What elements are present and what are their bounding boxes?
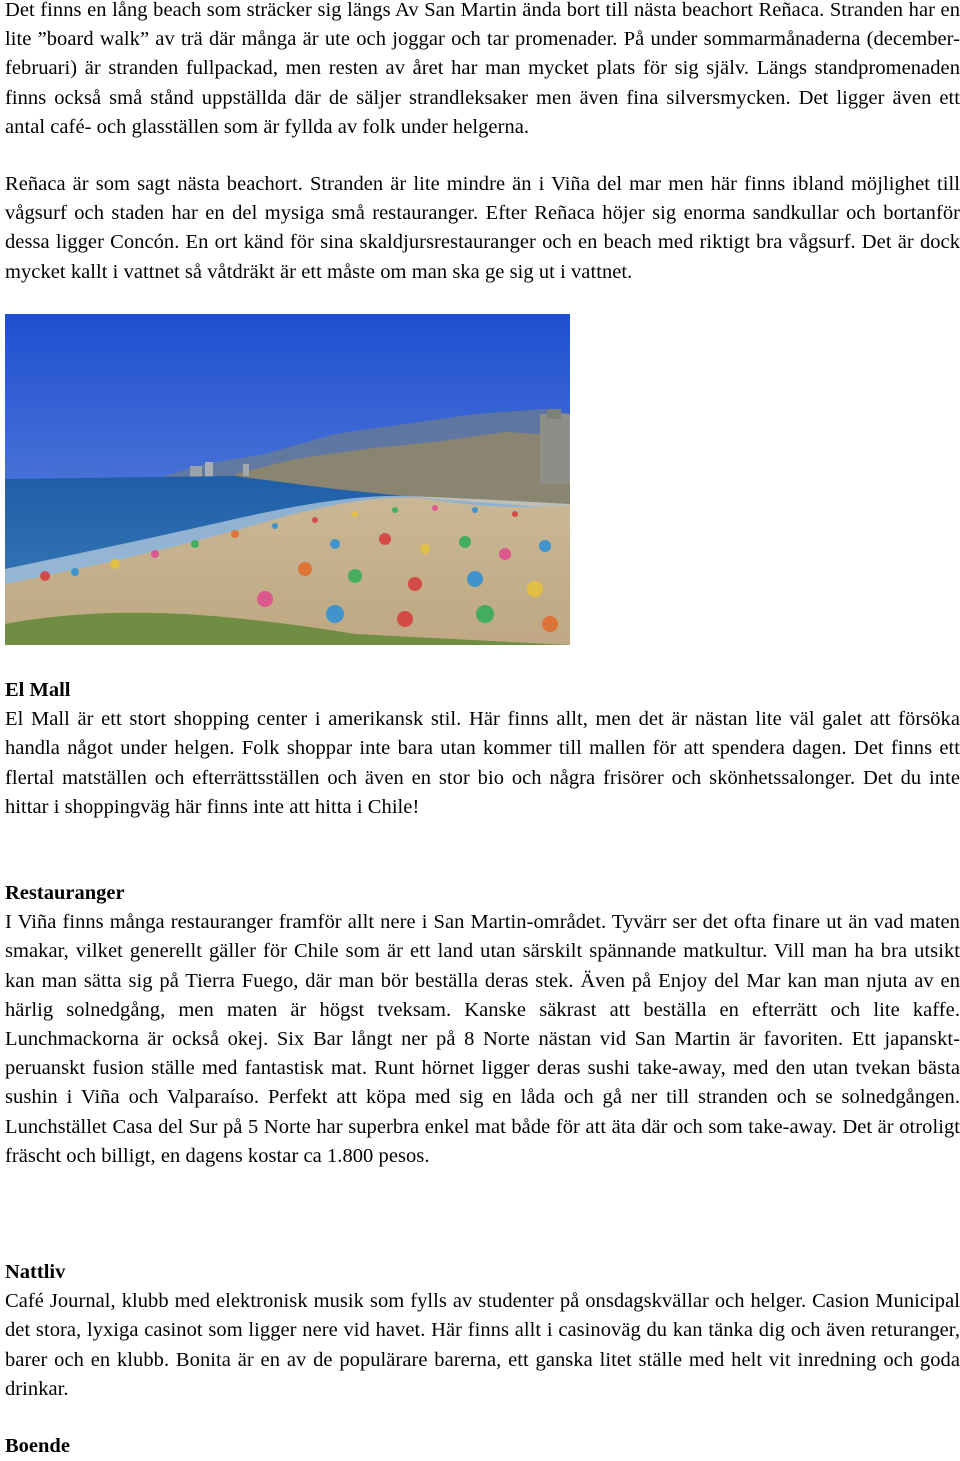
intro-paragraph-1 [5, 0, 960, 142]
section-body-restauranger: I Viña finns många restauranger framför allt nere i San Martin-området. Tyvärr ser det ofta finare ut än vad maten smakar, vilket generellt gäller för Chile som är ett land utan särskilt spännande matkultur. Vill man ha bra utsikt kan man sätta sig på Tierra Fuego, där man bör beställa deras stek. Även på Enjoy del Mar kan man njuta av en härlig solnedgång, men maten är högst tveksam. Kanske säkrast att beställa en efterrätt och lite kaffe. Lunchmackorna är också okej. Six Bar långt ner på 8 Norte nästan vid San Martin är favoriten. Ett japanskt-peruanskt fusion ställe med fantastisk mat. Runt hörnet ligger deras sushi take-away, med den utan tvekan bästa sushin i Viña och Valparaíso. Perfekt att köpa med sig en låda och gå ner till stranden och se solnedgången. Lunchstället Casa del Sur på 5 Norte har superbra enkel mat både för att äta där och som take-away. Det är otroligt fräscht och billigt, en dagens kostar ca 1.800 pesos. [5, 911, 960, 1167]
section-heading-boende: Boende [5, 1435, 70, 1457]
beach-photo [5, 314, 570, 645]
section-heading-el-mall: El Mall [5, 679, 71, 701]
intro-paragraph-2 [5, 170, 960, 287]
section-el-mall [5, 676, 960, 822]
section-body-el-mall: El Mall är ett stort shopping center i amerikansk stil. Här finns allt, men det är nästan lite väl galet att försöka handla något under helgen. Folk shoppar inte bara utan kommer till mallen för att spendera dagen. Det finns ett flertal matställen och efterrättsställen och även en stor bio och några frisörer och skönhetssalonger. Det du inte hittar i shoppingväg här finns inte att hitta i Chile! [5, 708, 960, 818]
section-heading-restauranger: Restauranger [5, 882, 125, 904]
intro-text-2: Reñaca är som sagt nästa beachort. Stranden är lite mindre än i Viña del mar men här finns ibland möjlighet till vågsurf och staden har en del mysiga små restauranger. Efter Reñaca höjer sig enorma sandkullar och bortanför dessa ligger Concón. En ort känd för sina skaldjursrestauranger och en beach med riktigt bra vågsurf. Det är dock mycket kallt i vattnet så våtdräkt är ett måste om man ska ge sig ut i vattnet. [5, 173, 960, 283]
section-restauranger [5, 879, 960, 1171]
section-nattliv [5, 1258, 960, 1404]
intro-text-1: Det finns en lång beach som sträcker sig längs Av San Martin ända bort till nästa beachort Reñaca. Stranden har en lite ”board walk” av trä där många är ute och joggar och tar promenader. På under sommarmånaderna (december-februari) är stranden fullpackad, men resten av året har man mycket plats för sig själv. Längs standpromenaden finns också små stånd uppställda där de säljer strandleksaker men även fina silversmycken. Det ligger även ett antal café- och glasställen som är fyllda av folk under helgerna. [5, 0, 960, 138]
section-body-nattliv: Café Journal, klubb med elektronisk musik som fylls av studenter på onsdagskvällar och helger. Casion Municipal det stora, lyxiga casinot som ligger nere vid havet. Här finns allt i casinoväg du kan tänka dig och även returanger, barer och en klubb. Bonita är en av de populärare barerna, ett ganska litet ställe med helt vit inredning och goda drinkar. [5, 1290, 960, 1400]
section-heading-nattliv: Nattliv [5, 1261, 66, 1283]
